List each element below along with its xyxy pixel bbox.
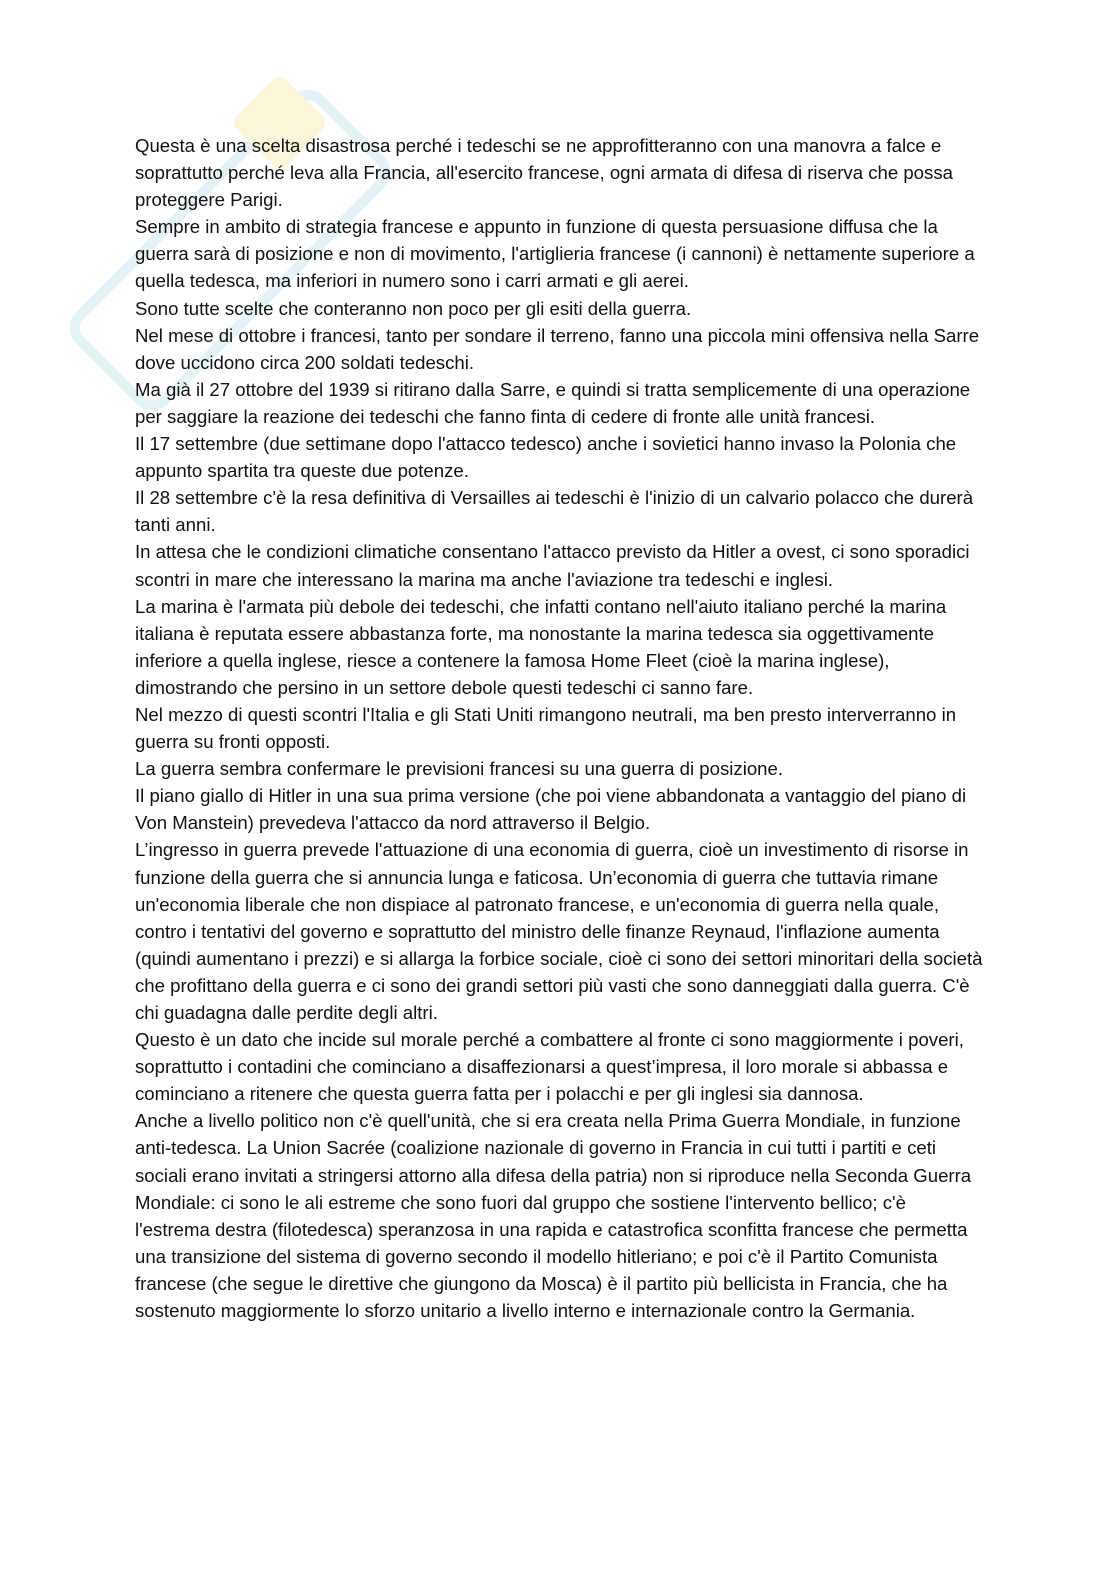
paragraph: Il 17 settembre (due settimane dopo l'attacco tedesco) anche i sovietici hanno invaso la Polonia che appunto spartita tra queste due potenze. — [135, 433, 957, 482]
paragraph: La marina è l'armata più debole dei tedeschi, che infatti contano nell'aiuto italiano perché la marina italiana è reputata essere abbastanza forte, ma nonostante la marina tedesca sia oggettivamente inferiore a quella inglese, riesce a contenere la famosa Home Fleet (cioè la marina inglese), dimostrando che persino in un settore debole questi tedeschi ci sanno fare. — [135, 595, 947, 698]
paragraph: Il piano giallo di Hitler in una sua prima versione (che poi viene abbandonata a vantaggio del piano di Von Manstein) prevedeva l'attacco da nord attraverso il Belgio. — [135, 785, 967, 834]
document-body — [135, 132, 985, 1324]
paragraph: Sono tutte scelte che conteranno non poco per gli esiti della guerra. — [135, 297, 692, 319]
paragraph: L’ingresso in guerra prevede l'attuazione di una economia di guerra, cioè un investimento di risorse in funzione della guerra che si annuncia lunga e faticosa. Un’economia di guerra che tuttavia rimane un'economia liberale che non dispiace al patronato francese, e un'economia di guerra nella quale, contro i tentativi del governo e soprattutto del ministro delle finanze Reynaud, l'inflazione aumenta (quindi aumentano i prezzi) e si allarga la forbice sociale, cioè ci sono dei settori minoritari della società che profittano della guerra e ci sono dei grandi settori più vasti che sono danneggiati dalla guerra. C'è chi guadagna dalle perdite degli altri. — [135, 839, 983, 1023]
paragraph: Nel mese di ottobre i francesi, tanto per sondare il terreno, fanno una piccola mini offensiva nella Sarre dove uccidono circa 200 soldati tedeschi. — [135, 324, 980, 373]
paragraph: Ma già il 27 ottobre del 1939 si ritirano dalla Sarre, e quindi si tratta semplicemente di una operazione per saggiare la reazione dei tedeschi che fanno finta di cedere di fronte alle unità francesi. — [135, 378, 971, 427]
paragraph: La guerra sembra confermare le previsioni francesi su una guerra di posizione. — [135, 758, 784, 780]
paragraph: Questa è una scelta disastrosa perché i tedeschi se ne approfitteranno con una manovra a falce e soprattutto perché leva alla Francia, all'esercito francese, ogni armata di difesa di riserva che possa proteggere Parigi. — [135, 135, 953, 211]
paragraph: Sempre in ambito di strategia francese e appunto in funzione di questa persuasione diffusa che la guerra sarà di posizione e non di movimento, l'artiglieria francese (i cannoni) è nettamente superiore a quella tedesca, ma inferiori in numero sono i carri armati e gli aerei. — [135, 216, 975, 292]
paragraph: Questo è un dato che incide sul morale perché a combattere al fronte ci sono maggiormente i poveri, soprattutto i contadini che cominciano a disaffezionarsi a quest’impresa, il loro morale si abbassa e cominciano a ritenere che questa guerra fatta per i polacchi e per gli inglesi sia dannosa. — [135, 1029, 964, 1105]
paragraph: In attesa che le condizioni climatiche consentano l'attacco previsto da Hitler a ovest, ci sono sporadici scontri in mare che interessano la marina ma anche l'aviazione tra tedeschi e inglesi. — [135, 541, 970, 590]
paragraph: Anche a livello politico non c'è quell'unità, che si era creata nella Prima Guerra Mondiale, in funzione anti-tedesca. La Union Sacrée (coalizione nazionale di governo in Francia in cui tutti i partiti e ceti sociali erano invitati a stringersi attorno alla difesa della patria) non si riproduce nella Seconda Guerra Mondiale: ci sono le ali estreme che sono fuori dal gruppo che sostiene l'intervento bellico; c'è l'estrema destra (filotedesca) speranzosa in una rapida e catastrofica sconfitta francese che permetta una transizione del sistema di governo secondo il modello hitleriano; e poi c'è il Partito Comunista francese (che segue le direttive che giungono da Mosca) è il partito più bellicista in Francia, che ha sostenuto maggiormente lo sforzo unitario a livello interno e internazionale contro la Germania. — [135, 1110, 972, 1322]
paragraph: Nel mezzo di questi scontri l'Italia e gli Stati Uniti rimangono neutrali, ma ben presto interverranno in guerra su fronti opposti. — [135, 703, 957, 753]
paragraph: Il 28 settembre c'è la resa definitiva di Versailles ai tedeschi è l'inizio di un calvario polacco che durerà tanti anni. — [135, 487, 974, 536]
